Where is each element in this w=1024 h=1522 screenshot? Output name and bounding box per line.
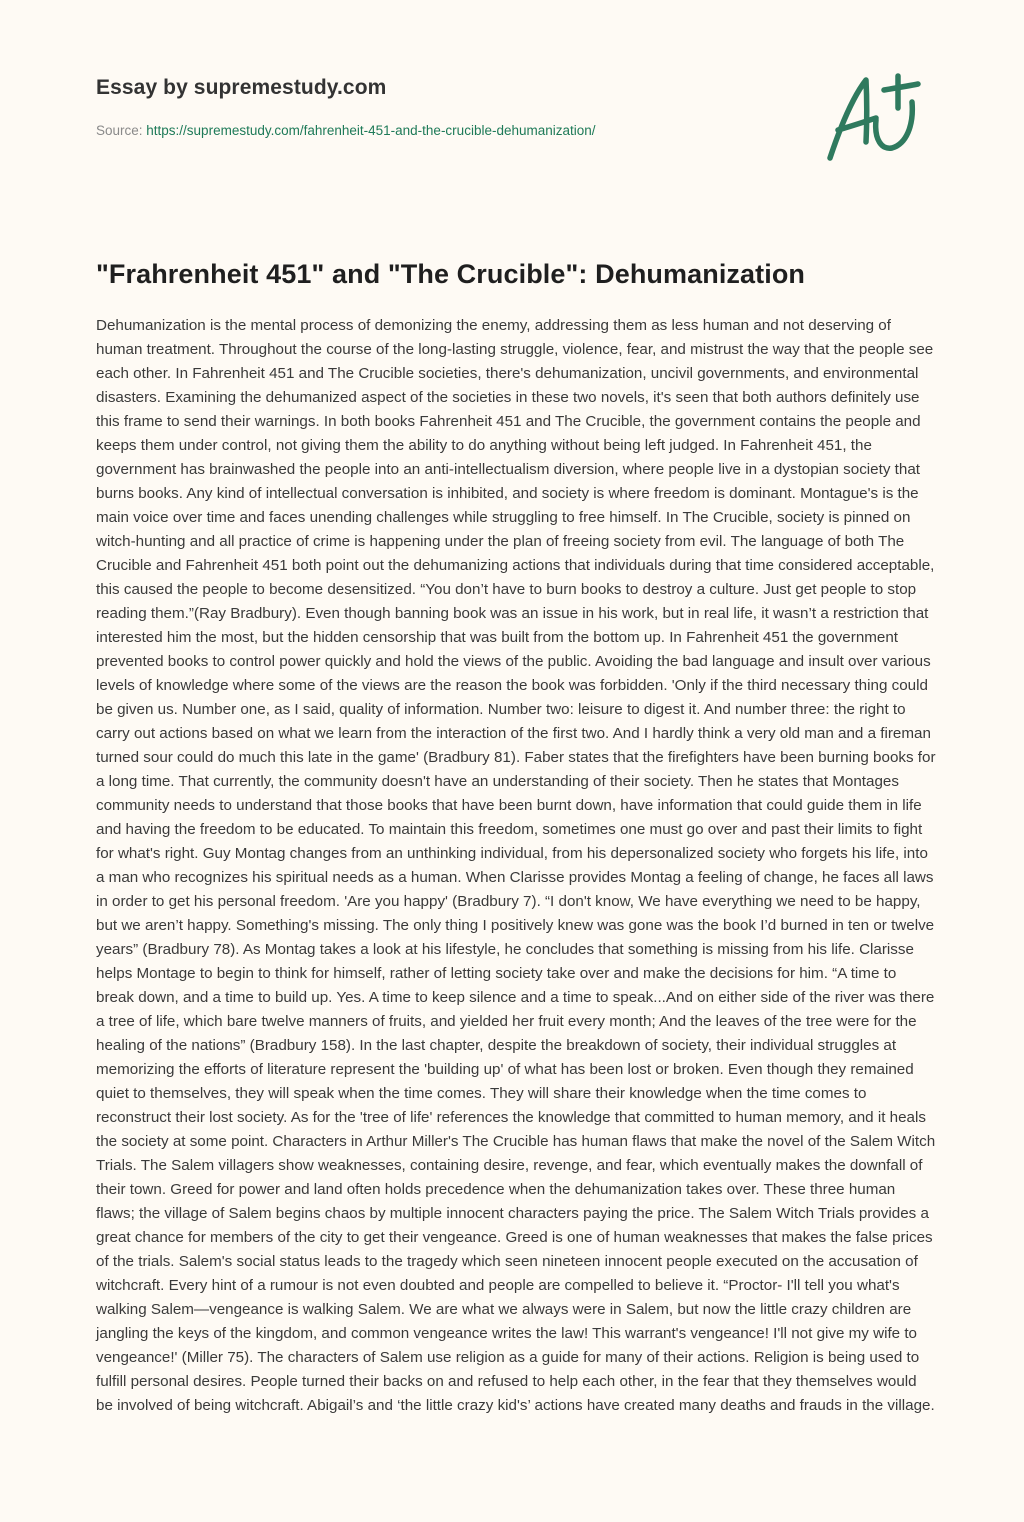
essay-title: "Frahrenheit 451" and "The Crucible": Dehumanization: [96, 259, 806, 289]
source-link[interactable]: https://supremestudy.com/fahrenheit-451-and-the-crucible-dehumanization/: [146, 123, 596, 138]
source-label: Source:: [96, 123, 147, 138]
essay-body: Dehumanization is the mental process of demonizing the enemy, addressing them as less human and not deserving of human treatment. Throughout the course of the long-lasting struggle, violence, fear, and mistrust the way that the people see each other. In Fahrenheit 451 and The Crucible societies, there's dehumanization, uncivil governments, and environmental disasters. Examining the dehumanized aspect of the societies in these two novels, it's seen that both authors definitely use this frame to send their warnings. In both books Fahrenheit 451 and The Crucible, the government contains the people and keeps them under control, not giving them the ability to do anything without being left judged. In Fahrenheit 451, the government has brainwashed the people into an anti-intellectualism diversion, where people live in a dystopian society that burns books. Any kind of intellectual conversation is inhibited, and society is where freedom is dominant. Montague's is the main voice over time and faces unending challenges while struggling to free himself. In The Crucible, society is pinned on witch-hunting and all practice of crime is happening under the plan of freeing society from evil. The language of both The Crucible and Fahrenheit 451 both point out the dehumanizing actions that individuals during that time considered acceptable, this caused the people to become desensitized. “You don’t have to burn books to destroy a culture. Just get people to stop reading them.”(Ray Bradbury). Even though banning book was an issue in his work, but in real life, it wasn’t a restriction that interested him the most, but the hidden censorship that was built from the bottom up. In Fahrenheit 451 the government prevented books to control power quickly and hold the views of the public. Avoiding the bad language and insult over various levels of knowledge where some of the views are the reason the book was forbidden. 'Only if the third necessary thing could be given us. Number one, as I said, quality of information. Number two: leisure to digest it. And number three: the right to carry out actions based on what we learn from the interaction of the first two. And I hardly think a very old man and a fireman turned sour could do much this late in the game' (Bradbury 81). Faber states that the firefighters have been burning books for a long time. That currently, the community doesn't have an understanding of their society. Then he states that Montages community needs to understand that those books that have been burnt down, have information that could guide them in life and having the freedom to be educated. To maintain this freedom, sometimes one must go over and past their limits to fight for what's right. Guy Montag changes from an unthinking individual, from his depersonalized society who forgets his life, into a man who recognizes his spiritual needs as a human. When Clarisse provides Montag a feeling of change, he faces all laws in order to get his personal freedom. 'Are you happy' (Bradbury 7). “I don't know, We have everything we need to be happy, but we aren’t happy. Something's missing. The only thing I positively knew was gone was the book I’d burned in ten or twelve years” (Bradbury 78). As Montag takes a look at his lifestyle, he concludes that something is missing from his life. Clarisse helps Montage to begin to think for himself, rather of letting society take over and make the decisions for him. “A time to break down, and a time to build up. Yes. A time to keep silence and a time to speak...And on either side of the river was there a tree of life, which bare twelve manners of fruits, and yielded her fruit every month; And the leaves of the tree were for the healing of the nations” (Bradbury 158). In the last chapter, despite the breakdown of society, their individual struggles at memorizing the efforts of literature represent the 'building up' of what has been lost or broken. Even though they remained quiet to themselves, they will speak when the time comes. They will share their knowledge when the time comes to reconstruct their lost society. As for the 'tree of life' references the knowledge that committed to human memory, and it heals the society at some point. Characters in Arthur Miller's The Crucible has human flaws that make the novel of the Salem Witch Trials. The Salem villagers show weaknesses, containing desire, revenge, and fear, which eventually makes the downfall of their town. Greed for power and land often holds precedence when the dehumanization takes over. These three human flaws; the village of Salem begins chaos by multiple innocent characters paying the price. The Salem Witch Trials provides a great chance for members of the city to get their vengeance. Greed is one of human weaknesses that makes the false prices of the trials. Salem's social status leads to the tragedy which seen nineteen innocent people executed on the accusation of witchcraft. Every hint of a rumour is not even doubted and people are compelled to believe it. “Proctor- I'll tell you what's walking Salem—vengeance is walking Salem. We are what we always were in Salem, but now the little crazy children are jangling the keys of the kingdom, and common vengeance writes the law! This warrant's vengeance! I'll not give my wife to vengeance!' (Miller 75). The characters of Salem use religion as a guide for many of their actions. Religion is being used to fulfill personal desires. People turned their backs on and refused to help each other, in the fear that they themselves would be involved of being witchcraft. Abigail’s and ‘the little crazy kid's’ actions have created many deaths and frauds in the village.: [96, 317, 936, 1414]
a-plus-grade-icon: [818, 68, 930, 168]
site-title: Essay by supremestudy.com: [96, 76, 387, 99]
page-header: [96, 74, 796, 140]
source-line: [96, 122, 796, 140]
